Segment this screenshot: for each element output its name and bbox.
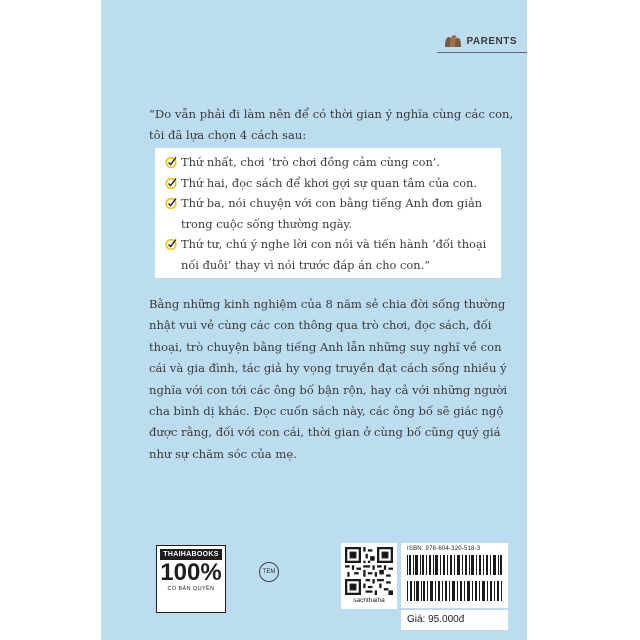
- highlight-item-text: Thứ tư, chú ý nghe lời con nói và tiến hành ‘đối thoại nối đuôi’ thay vì nói trước đáp án cho con.”: [181, 237, 487, 272]
- family-hands-icon: [444, 34, 462, 48]
- book-back-cover: [101, 0, 527, 640]
- highlight-item-text: Thứ ba, nói chuyện với con bằng tiếng Anh đơn giản trong cuộc sống thường ngày.: [181, 196, 483, 231]
- highlight-item: [165, 234, 491, 275]
- check-circle-icon: [165, 197, 177, 209]
- check-circle-icon: [165, 156, 177, 168]
- publisher-name: THAIHABOOKS: [160, 549, 222, 560]
- description-paragraph: Bằng những kinh nghiệm của 8 năm sẻ chia đời sống thường nhật vui vẻ cùng các con thông qua trò chơi, đọc sách, đối thoại, trò chuyện bằng tiếng Anh lẫn những suy nghĩ về con cái và gia đình, tác giả hy vọng truyền đạt cách sống nhiều ý nghĩa với con tới các ông bố bận rộn, hay cả với những người cha bình dị khác. Đọc cuốn sách này, các ông bố sẽ giác ngộ được rằng, đối với con cái, thời gian ở cùng bố cũng quý giá như sự chăm sóc của mẹ.: [149, 297, 508, 461]
- qr-label: sachthaiha: [353, 597, 385, 604]
- isbn-text: ISBN: 978-604-320-518-3: [407, 546, 481, 552]
- tem-stamp: TEM: [259, 562, 279, 582]
- highlight-item-text: Thứ nhất, chơi ‘trò chơi đồng cảm cùng con’.: [181, 155, 441, 169]
- qr-card: [341, 543, 397, 609]
- price-label: Giá: 95.000đ: [401, 610, 508, 630]
- highlight-box: [155, 148, 501, 278]
- isbn-barcode-card: [401, 543, 508, 608]
- highlight-item: [165, 152, 491, 173]
- quote-intro: “Do vẫn phải đi làm nên để có thời gian ý nghĩa cùng các con, tôi đã lựa chọn 4 cách sau:: [149, 107, 514, 142]
- barcode-icon: [405, 555, 504, 603]
- check-circle-icon: [165, 177, 177, 189]
- copyright-percent: 100%: [160, 559, 222, 586]
- highlight-item: [165, 193, 491, 234]
- qr-code-icon: [345, 547, 393, 595]
- highlight-item: [165, 173, 491, 194]
- brand-label: PARENTS: [466, 35, 517, 47]
- check-circle-icon: [165, 238, 177, 250]
- copyright-note: CÓ BẢN QUYỀN: [167, 586, 215, 592]
- brand-divider: [437, 52, 527, 53]
- publisher-logo: [156, 545, 226, 613]
- series-brand: [444, 34, 517, 48]
- highlight-item-text: Thứ hai, đọc sách để khơi gợi sự quan tâm của con.: [181, 175, 478, 190]
